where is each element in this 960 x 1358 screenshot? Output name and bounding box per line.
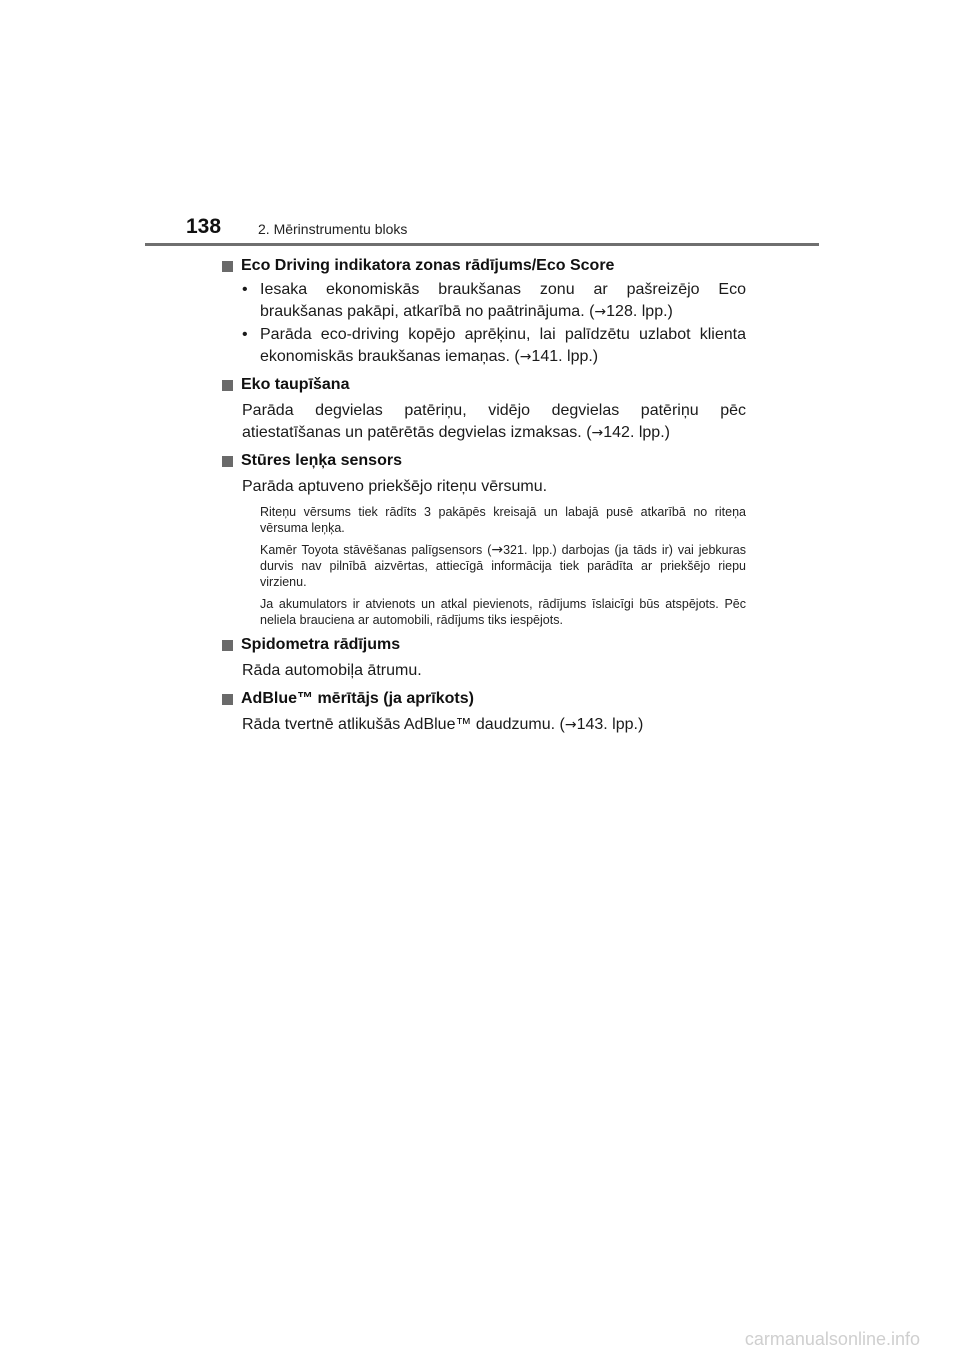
bullet-text: Parāda eco-driving kopējo aprēķinu, lai palīdzētu uzlabot klienta ekonomiskās braukšanas iemaņas. ( bbox=[260, 326, 746, 365]
section-steering-angle bbox=[222, 450, 746, 628]
section-title-text: Eko taupīšana bbox=[241, 376, 350, 393]
square-bullet-icon bbox=[222, 640, 233, 651]
page-number: 138 bbox=[186, 215, 222, 238]
section-body bbox=[222, 400, 746, 444]
arrow-icon: → bbox=[519, 349, 532, 365]
page-reference: 143. lpp.) bbox=[576, 716, 644, 733]
watermark: carmanualsonline.info bbox=[744, 1329, 920, 1349]
note-text: Riteņu vērsums tiek rādīts 3 pakāpēs kreisajā un labajā pusē atkarībā no riteņa vērsuma leņķa. bbox=[260, 505, 746, 535]
page-content bbox=[222, 255, 746, 742]
section-body: Rāda automobiļa ātrumu. bbox=[242, 662, 422, 679]
section-title bbox=[222, 374, 746, 396]
note-part: Kamēr Toyota stāvēšanas palīgsensors ( bbox=[260, 543, 492, 557]
chapter-title: 2. Mērinstrumentu bloks bbox=[258, 221, 408, 237]
header-divider bbox=[145, 243, 819, 246]
body-text: Rāda tvertnē atlikušās AdBlue™ daudzumu. ( bbox=[242, 716, 565, 733]
section-title-text: Eco Driving indikatora zonas rādījums/Eco Score bbox=[241, 257, 615, 274]
section-title bbox=[222, 634, 746, 656]
section-title-text: Spidometra rādījums bbox=[241, 636, 401, 653]
square-bullet-icon bbox=[222, 380, 233, 391]
bullet-text: Iesaka ekonomiskās braukšanas zonu ar pašreizējo Eco braukšanas pakāpi, atkarībā no paātrinājuma. ( bbox=[260, 281, 746, 320]
arrow-icon: → bbox=[491, 542, 504, 558]
bullet-dot: • bbox=[242, 326, 248, 343]
square-bullet-icon bbox=[222, 456, 233, 467]
page-reference: 128. lpp.) bbox=[606, 303, 673, 320]
page-reference: 321. lpp.) darbojas (ja tāds ir) vai jebkuras durvis nav pilnībā aizvērtas, attiecīgā informācija tiek parādīta ar priekšējo riepu virzienu. bbox=[260, 543, 746, 589]
section-speedometer bbox=[222, 634, 746, 682]
section-title-text: AdBlue™ mērītājs (ja aprīkots) bbox=[241, 690, 474, 707]
arrow-icon: → bbox=[564, 717, 577, 733]
body-text: Parāda degvielas patēriņu, vidējo degvielas patēriņu pēc atiestatīšanas un patērētās degvielas izmaksas. ( bbox=[242, 402, 746, 441]
section-title bbox=[222, 255, 746, 277]
section-body bbox=[222, 714, 746, 736]
bullet-list bbox=[222, 279, 746, 368]
note-text bbox=[222, 542, 746, 590]
note-text: Ja akumulators ir atvienots un atkal pievienots, rādījums īslaicīgi būs atspējots. Pēc neliela brauciena ar automobili, rādījums tiks iespējots. bbox=[260, 597, 746, 627]
section-title-text: Stūres leņķa sensors bbox=[241, 452, 402, 469]
page-reference: 141. lpp.) bbox=[531, 348, 599, 365]
square-bullet-icon bbox=[222, 694, 233, 705]
section-adblue bbox=[222, 688, 746, 736]
section-eco-driving bbox=[222, 255, 746, 368]
section-title bbox=[222, 688, 746, 710]
square-bullet-icon bbox=[222, 261, 233, 272]
list-item bbox=[242, 324, 746, 368]
bullet-dot: • bbox=[242, 281, 248, 298]
arrow-icon: → bbox=[591, 425, 604, 441]
page-reference: 142. lpp.) bbox=[603, 424, 670, 441]
arrow-icon: → bbox=[594, 304, 607, 320]
page-header bbox=[0, 0, 960, 250]
list-item bbox=[242, 279, 746, 323]
section-eco-savings bbox=[222, 374, 746, 444]
section-title bbox=[222, 450, 746, 472]
section-body: Parāda aptuveno priekšējo riteņu vērsumu. bbox=[242, 478, 548, 495]
